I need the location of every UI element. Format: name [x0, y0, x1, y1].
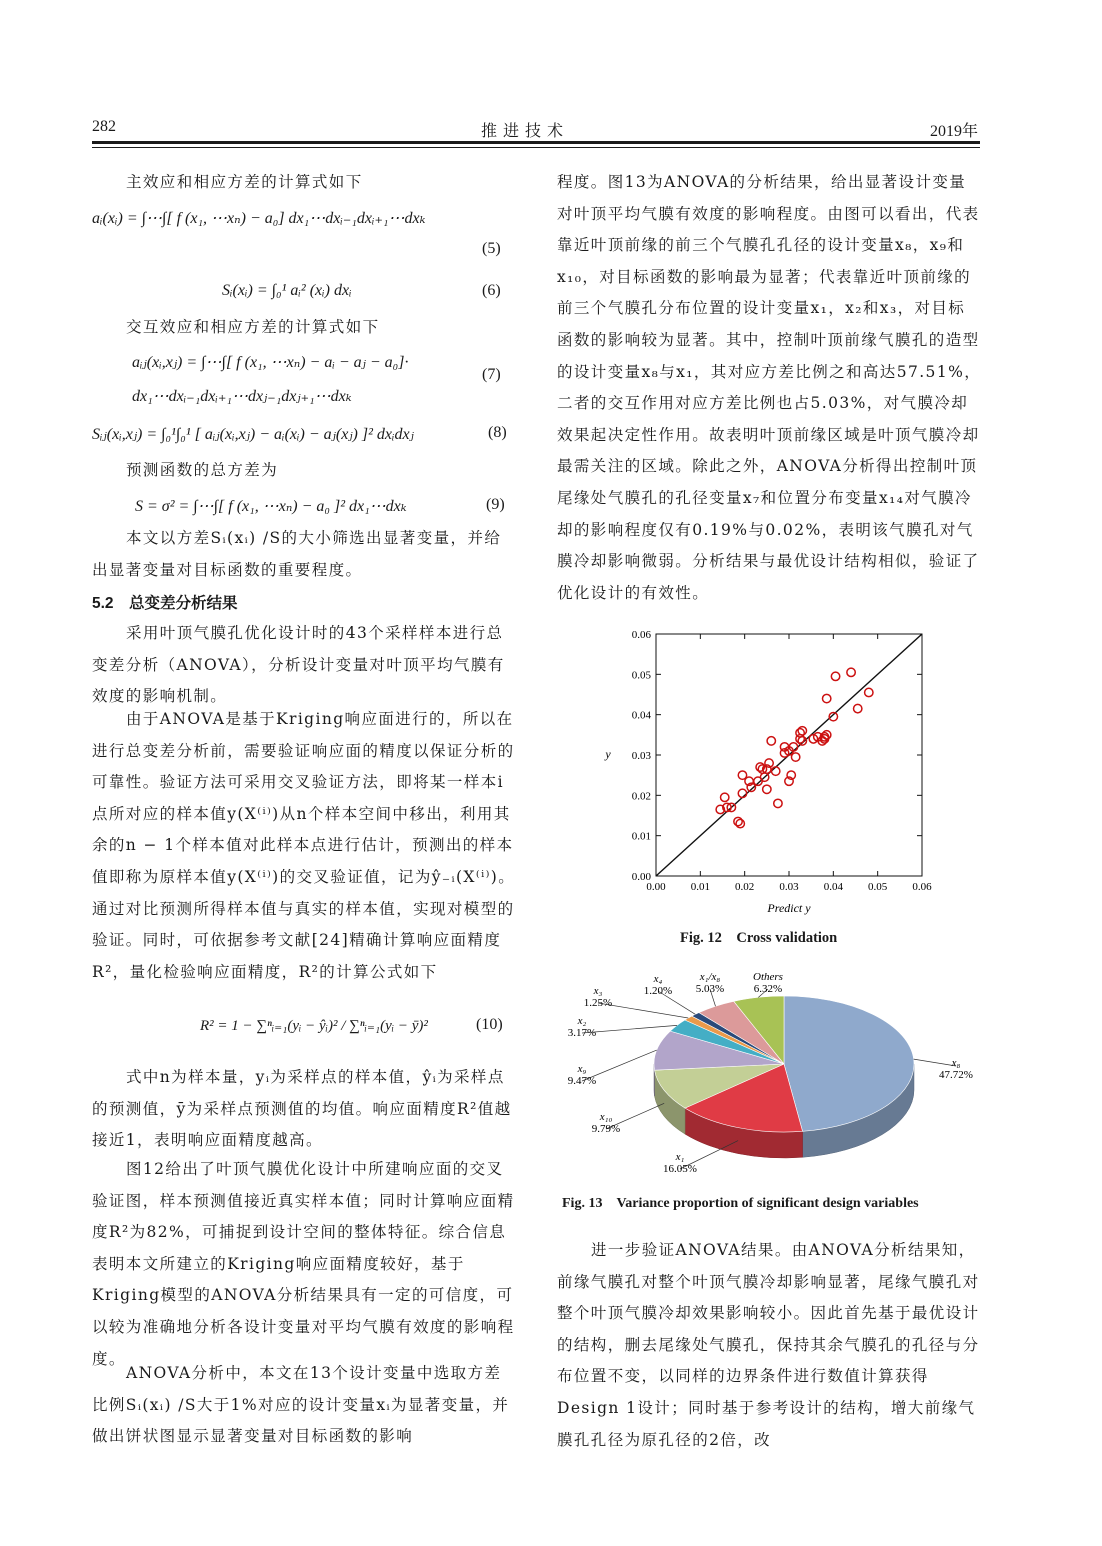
- pie-slice-label: x₁₀: [599, 1111, 613, 1123]
- paragraph-cross-validation: 由于ANOVA是基于Kriging响应面进行的，所以在进行总变差分析前，需要验证响应面的精度以保证分析的可靠性。验证方法可采用交叉验证方法，即将某一样本i点所对应的样本值y(X⁽ⁱ⁾)从n个样本空间中移出，利用其余的n − 1个样本值对此样本点进行估计，预测出的样本值即称为原样本值y(X⁽ⁱ⁾)的交叉验证值，记为ŷ₋ᵢ(X⁽ⁱ⁾)。通过对比预测所得样本值与真实的样本值，实现对模型的验证。同时，可依据参考文献[24]精确计算响应面精度R²，量化检验响应面精度，R²的计算公式如下: [92, 710, 516, 981]
- pie-slice-value: 1.25%: [583, 997, 613, 1009]
- equation-10: R² = 1 − ∑ⁿᵢ₌₁(yᵢ − ŷᵢ)² / ∑ⁿᵢ₌₁(yᵢ − ȳ)²: [200, 1018, 428, 1034]
- x-tick-label: 0.04: [823, 881, 843, 893]
- y-tick-label: 0.03: [631, 750, 651, 762]
- paragraph-anova-selection: ANOVA分析中，本文在13个设计变量中选取方差比例Sᵢ(xᵢ) /S大于1%对应的设计变量xᵢ为显著变量，并做出饼状图显示显著变量对目标函数的影响: [92, 1364, 510, 1446]
- data-point: [854, 704, 862, 712]
- pie-slice-value: 9.79%: [591, 1123, 621, 1135]
- pie-slice-label: x₂: [577, 1015, 587, 1027]
- paragraph-main-effect-intro: 主效应和相应方差的计算式如下: [126, 173, 363, 191]
- page-number: 282: [92, 118, 116, 135]
- equation-5: aᵢ(xᵢ) = ∫⋯∫[ f (x₁, ⋯xₙ) − a₀] dx₁⋯dxᵢ₋₁dxᵢ₊₁⋯dxₖ: [92, 210, 426, 227]
- y-tick-label: 0.02: [631, 790, 651, 803]
- y-tick-label: 0.04: [631, 709, 651, 722]
- y-tick-label: 0.06: [631, 629, 651, 641]
- figure-13-caption: Fig. 13 Variance proportion of significant design variables: [562, 1196, 919, 1211]
- pie-slice-value: 9.47%: [567, 1075, 597, 1087]
- equation-5-number: (5): [482, 240, 501, 257]
- pie-slice-value: 6.32%: [753, 983, 783, 995]
- y-tick-label: 0.05: [631, 669, 651, 682]
- y-tick-label: 0.01: [631, 830, 651, 843]
- x-tick-label: 0.01: [690, 881, 710, 893]
- pie-slice-value: 1.20%: [643, 985, 673, 997]
- equation-8-number: (8): [488, 424, 507, 441]
- pie-slice-label: x₈: [951, 1057, 961, 1069]
- x-tick-label: 0.00: [646, 881, 666, 893]
- paragraph-figure-12-discussion: 图12给出了叶顶气膜优化设计中所建响应面的交叉验证图，样本预测值接近真实样本值；同时计算响应面精度R²为82%，可捕捉到设计空间的整体特征。综合信息表明本文所建立的Kriging响应面精度较好，基于Kriging模型的ANOVA分析结果具有一定的可信度，可以较为准确地分析各设计变量对平均气膜有效度的影响程度。: [92, 1160, 515, 1368]
- header-rule-thick: [92, 141, 980, 144]
- equation-8: Sᵢⱼ(xᵢ,xⱼ) = ∫₀¹∫₀¹ [ aᵢⱼ(xᵢ,xⱼ) − aᵢ(xᵢ) − aⱼ(xⱼ) ]² dxᵢdxⱼ: [92, 426, 414, 443]
- equation-7-number: (7): [482, 366, 501, 383]
- variance-proportion-pie-chart: [558, 966, 988, 1190]
- x-tick-label: 0.03: [779, 881, 799, 893]
- data-point: [738, 789, 746, 797]
- header-rule-thin: [92, 147, 980, 148]
- paragraph-total-variance-intro: 预测函数的总方差为: [126, 461, 279, 479]
- y-tick-label: 0.00: [631, 871, 651, 883]
- equation-7-line-1: aᵢⱼ(xᵢ,xⱼ) = ∫⋯∫[ f (x₁, ⋯xₙ) − aᵢ − aⱼ − a₀]·: [132, 354, 409, 371]
- paragraph-verification: 进一步验证ANOVA结果。由ANOVA分析结果知，前缘气膜孔对整个叶顶气膜冷却影响显著，尾缘气膜孔对整个叶顶气膜冷却效果影响较小。因此首先基于最优设计的结构，删去尾缘处气膜孔，保持其余气膜孔的孔径与分布位置不变，以同样的边界条件进行数值计算获得Design 1设计；同时基于参考设计的结构，增大前缘气膜孔孔径为原孔径的2倍，改: [557, 1241, 980, 1449]
- pie-slice-label: x₁: [675, 1151, 685, 1163]
- data-point: [791, 753, 799, 761]
- data-point: [831, 672, 839, 680]
- journal-title: 推 进 技 术: [481, 123, 565, 140]
- x-tick-label: 0.06: [912, 881, 932, 893]
- data-point: [822, 694, 830, 702]
- pie-slice-label: x₄: [653, 973, 663, 985]
- paragraph-anova-intro: 采用叶顶气膜孔优化设计时的43个采样样本进行总变差分析（ANOVA），分析设计变量对叶顶平均气膜有效度的影响机制。: [92, 624, 505, 706]
- pie-slice-label: x₃: [593, 985, 603, 997]
- data-point: [763, 785, 771, 793]
- paragraph-interaction-intro: 交互效应和相应方差的计算式如下: [126, 318, 380, 336]
- cross-validation-scatter-chart: [588, 622, 948, 922]
- pie-slice-label: x₁/x₈: [699, 971, 721, 983]
- x-tick-label: 0.05: [868, 881, 888, 893]
- data-point: [774, 799, 782, 807]
- paragraph-symbol-definitions: 式中n为样本量，yᵢ为采样点的样本值，ŷᵢ为采样点的预测值，ȳ为采样点预测值的均值。响应面精度R²值越接近1，表明响应面精度越高。: [92, 1068, 512, 1150]
- pie-slice-label: Others: [753, 971, 783, 983]
- data-point: [865, 688, 873, 696]
- equation-9-number: (9): [486, 496, 505, 513]
- figure-12-caption: Fig. 12 Cross validation: [680, 930, 838, 946]
- paragraph-variance-screening: 本文以方差Sᵢ(xᵢ) /S的大小筛选出显著变量，并给出显著变量对目标函数的重要程度。: [92, 529, 502, 579]
- publication-year: 2019年: [930, 123, 979, 140]
- pie-slice-value: 3.17%: [567, 1027, 597, 1039]
- x-axis-label: Predict y: [767, 901, 811, 915]
- x-tick-label: 0.02: [735, 881, 755, 893]
- data-point: [847, 668, 855, 676]
- pie-slice-value: 47.72%: [939, 1069, 973, 1081]
- equation-6-number: (6): [482, 282, 501, 299]
- data-point: [798, 727, 806, 735]
- y-axis-label: y: [605, 747, 611, 761]
- pie-leader-line: [582, 1025, 677, 1033]
- equation-6: Sᵢ(xᵢ) = ∫₀¹ aᵢ² (xᵢ) dxᵢ: [222, 282, 352, 299]
- equation-7-line-2: dx₁⋯dxᵢ₋₁dxᵢ₊₁⋯dxⱼ₋₁dxⱼ₊₁⋯dxₖ: [132, 388, 352, 405]
- data-point: [767, 737, 775, 745]
- paragraph-anova-results: 程度。图13为ANOVA的分析结果，给出显著设计变量对叶顶平均气膜有效度的影响程度。由图可以看出，代表靠近叶顶前缘的前三个气膜孔孔径的设计变量x₈，x₉和x₁₀，对目标函数的影响最为显著；代表靠近叶顶前缘的前三个气膜孔分布位置的设计变量x₁，x₂和x₃，对目标函数的影响较为显著。其中，控制叶顶前缘气膜孔的造型的设计变量x₈与x₁，其对应方差比例之和高达57.51%，二者的交互作用对应方差比例也占5.03%，对气膜冷却效果起决定性作用。故表明叶顶前缘区域是叶顶气膜冷却最需关注的区域。除此之外，ANOVA分析得出控制叶顶尾缘处气膜孔的孔径变量x₇和位置分布变量x₁₄对气膜冷却的影响程度仅有0.19%与0.02%，表明该气膜孔对气膜冷却影响微弱。分析结果与最优设计结构相似，验证了优化设计的有效性。: [557, 173, 982, 602]
- pie-slice-value: 5.03%: [695, 983, 725, 995]
- data-point: [736, 819, 744, 827]
- data-point: [734, 817, 742, 825]
- data-point: [721, 793, 729, 801]
- data-point: [772, 767, 780, 775]
- pie-slice-value: 16.05%: [663, 1163, 697, 1175]
- section-heading-5-2: 5.2 总变差分析结果: [92, 595, 238, 612]
- pie-slice-label: x₉: [577, 1063, 587, 1075]
- equation-9: S = σ² = ∫⋯∫[ f (x₁, ⋯xₙ) − a₀ ]² dx₁⋯dxₖ: [135, 498, 407, 515]
- equation-10-number: (10): [476, 1016, 503, 1033]
- data-point: [796, 735, 804, 743]
- pie-leader-line: [914, 1059, 956, 1066]
